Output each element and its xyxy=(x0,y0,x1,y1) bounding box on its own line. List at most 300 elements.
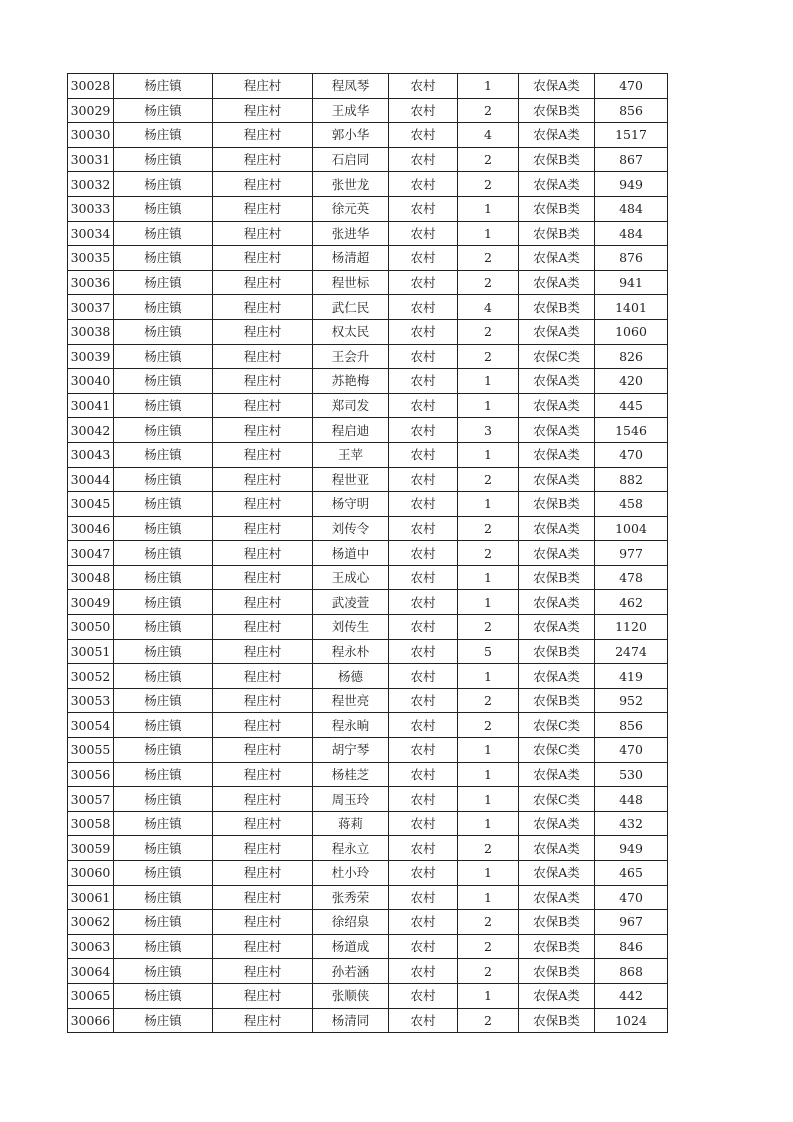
id-cell: 30045 xyxy=(68,492,114,517)
amount-cell: 2474 xyxy=(595,639,668,664)
amount-cell: 967 xyxy=(595,910,668,935)
amount-cell: 419 xyxy=(595,664,668,689)
household-type-cell: 农村 xyxy=(389,713,458,738)
town-cell: 杨庄镇 xyxy=(114,393,213,418)
name-cell: 郭小华 xyxy=(313,123,389,148)
category-cell: 农保A类 xyxy=(519,418,595,443)
village-cell: 程庄村 xyxy=(213,664,313,689)
village-cell: 程庄村 xyxy=(213,369,313,394)
amount-cell: 856 xyxy=(595,713,668,738)
member-count-cell: 1 xyxy=(458,861,519,886)
member-count-cell: 2 xyxy=(458,541,519,566)
member-count-cell: 2 xyxy=(458,98,519,123)
amount-cell: 530 xyxy=(595,762,668,787)
town-cell: 杨庄镇 xyxy=(114,565,213,590)
category-cell: 农保A类 xyxy=(519,664,595,689)
member-count-cell: 5 xyxy=(458,639,519,664)
category-cell: 农保B类 xyxy=(519,492,595,517)
id-cell: 30066 xyxy=(68,1008,114,1033)
id-cell: 30036 xyxy=(68,270,114,295)
name-cell: 程永立 xyxy=(313,836,389,861)
household-type-cell: 农村 xyxy=(389,270,458,295)
amount-cell: 1401 xyxy=(595,295,668,320)
town-cell: 杨庄镇 xyxy=(114,787,213,812)
village-cell: 程庄村 xyxy=(213,885,313,910)
name-cell: 程世亮 xyxy=(313,688,389,713)
table-row xyxy=(68,172,668,197)
id-cell: 30051 xyxy=(68,639,114,664)
town-cell: 杨庄镇 xyxy=(114,246,213,271)
table-row xyxy=(68,541,668,566)
name-cell: 徐元英 xyxy=(313,196,389,221)
amount-cell: 470 xyxy=(595,442,668,467)
table-row xyxy=(68,295,668,320)
id-cell: 30048 xyxy=(68,565,114,590)
village-cell: 程庄村 xyxy=(213,393,313,418)
id-cell: 30050 xyxy=(68,615,114,640)
member-count-cell: 1 xyxy=(458,811,519,836)
category-cell: 农保B类 xyxy=(519,565,595,590)
name-cell: 杜小玲 xyxy=(313,861,389,886)
member-count-cell: 2 xyxy=(458,147,519,172)
category-cell: 农保B类 xyxy=(519,196,595,221)
category-cell: 农保B类 xyxy=(519,688,595,713)
town-cell: 杨庄镇 xyxy=(114,123,213,148)
amount-cell: 876 xyxy=(595,246,668,271)
town-cell: 杨庄镇 xyxy=(114,295,213,320)
name-cell: 王成华 xyxy=(313,98,389,123)
village-cell: 程庄村 xyxy=(213,295,313,320)
town-cell: 杨庄镇 xyxy=(114,836,213,861)
name-cell: 杨德 xyxy=(313,664,389,689)
id-cell: 30060 xyxy=(68,861,114,886)
village-cell: 程庄村 xyxy=(213,1008,313,1033)
member-count-cell: 2 xyxy=(458,910,519,935)
name-cell: 程启迪 xyxy=(313,418,389,443)
amount-cell: 470 xyxy=(595,74,668,99)
village-cell: 程庄村 xyxy=(213,147,313,172)
name-cell: 杨清超 xyxy=(313,246,389,271)
name-cell: 张进华 xyxy=(313,221,389,246)
amount-cell: 867 xyxy=(595,147,668,172)
category-cell: 农保B类 xyxy=(519,639,595,664)
town-cell: 杨庄镇 xyxy=(114,270,213,295)
household-type-cell: 农村 xyxy=(389,319,458,344)
village-cell: 程庄村 xyxy=(213,861,313,886)
amount-cell: 846 xyxy=(595,934,668,959)
category-cell: 农保A类 xyxy=(519,516,595,541)
member-count-cell: 4 xyxy=(458,295,519,320)
amount-cell: 470 xyxy=(595,885,668,910)
household-type-cell: 农村 xyxy=(389,639,458,664)
household-type-cell: 农村 xyxy=(389,196,458,221)
town-cell: 杨庄镇 xyxy=(114,738,213,763)
table-row xyxy=(68,639,668,664)
category-cell: 农保C类 xyxy=(519,713,595,738)
member-count-cell: 1 xyxy=(458,983,519,1008)
id-cell: 30056 xyxy=(68,762,114,787)
category-cell: 农保A类 xyxy=(519,885,595,910)
table-row xyxy=(68,836,668,861)
village-cell: 程庄村 xyxy=(213,492,313,517)
member-count-cell: 1 xyxy=(458,221,519,246)
table-row xyxy=(68,98,668,123)
amount-cell: 462 xyxy=(595,590,668,615)
amount-cell: 465 xyxy=(595,861,668,886)
name-cell: 蒋莉 xyxy=(313,811,389,836)
table-row xyxy=(68,442,668,467)
name-cell: 王会升 xyxy=(313,344,389,369)
town-cell: 杨庄镇 xyxy=(114,590,213,615)
id-cell: 30040 xyxy=(68,369,114,394)
household-type-cell: 农村 xyxy=(389,172,458,197)
amount-cell: 458 xyxy=(595,492,668,517)
town-cell: 杨庄镇 xyxy=(114,369,213,394)
category-cell: 农保A类 xyxy=(519,319,595,344)
table-row xyxy=(68,344,668,369)
category-cell: 农保A类 xyxy=(519,615,595,640)
amount-cell: 445 xyxy=(595,393,668,418)
town-cell: 杨庄镇 xyxy=(114,442,213,467)
id-cell: 30028 xyxy=(68,74,114,99)
amount-cell: 420 xyxy=(595,369,668,394)
household-type-cell: 农村 xyxy=(389,516,458,541)
member-count-cell: 2 xyxy=(458,270,519,295)
table-row xyxy=(68,664,668,689)
household-type-cell: 农村 xyxy=(389,442,458,467)
name-cell: 杨清同 xyxy=(313,1008,389,1033)
table-row xyxy=(68,762,668,787)
name-cell: 程世亚 xyxy=(313,467,389,492)
member-count-cell: 1 xyxy=(458,738,519,763)
member-count-cell: 2 xyxy=(458,713,519,738)
id-cell: 30061 xyxy=(68,885,114,910)
table-row xyxy=(68,393,668,418)
amount-cell: 826 xyxy=(595,344,668,369)
member-count-cell: 3 xyxy=(458,418,519,443)
village-cell: 程庄村 xyxy=(213,688,313,713)
household-type-cell: 农村 xyxy=(389,295,458,320)
id-cell: 30030 xyxy=(68,123,114,148)
id-cell: 30054 xyxy=(68,713,114,738)
town-cell: 杨庄镇 xyxy=(114,615,213,640)
name-cell: 周玉玲 xyxy=(313,787,389,812)
id-cell: 30035 xyxy=(68,246,114,271)
member-count-cell: 2 xyxy=(458,688,519,713)
amount-cell: 856 xyxy=(595,98,668,123)
village-cell: 程庄村 xyxy=(213,246,313,271)
town-cell: 杨庄镇 xyxy=(114,1008,213,1033)
name-cell: 程永朴 xyxy=(313,639,389,664)
amount-cell: 484 xyxy=(595,221,668,246)
town-cell: 杨庄镇 xyxy=(114,934,213,959)
category-cell: 农保B类 xyxy=(519,295,595,320)
table-row xyxy=(68,467,668,492)
table-row xyxy=(68,246,668,271)
id-cell: 30062 xyxy=(68,910,114,935)
household-type-cell: 农村 xyxy=(389,664,458,689)
id-cell: 30053 xyxy=(68,688,114,713)
amount-cell: 448 xyxy=(595,787,668,812)
household-type-cell: 农村 xyxy=(389,98,458,123)
household-type-cell: 农村 xyxy=(389,492,458,517)
household-type-cell: 农村 xyxy=(389,467,458,492)
village-cell: 程庄村 xyxy=(213,615,313,640)
category-cell: 农保A类 xyxy=(519,246,595,271)
id-cell: 30039 xyxy=(68,344,114,369)
village-cell: 程庄村 xyxy=(213,172,313,197)
member-count-cell: 2 xyxy=(458,246,519,271)
household-type-cell: 农村 xyxy=(389,811,458,836)
category-cell: 农保A类 xyxy=(519,836,595,861)
town-cell: 杨庄镇 xyxy=(114,344,213,369)
amount-cell: 1004 xyxy=(595,516,668,541)
table-row xyxy=(68,590,668,615)
id-cell: 30042 xyxy=(68,418,114,443)
category-cell: 农保B类 xyxy=(519,1008,595,1033)
household-type-cell: 农村 xyxy=(389,836,458,861)
village-cell: 程庄村 xyxy=(213,959,313,984)
category-cell: 农保A类 xyxy=(519,983,595,1008)
town-cell: 杨庄镇 xyxy=(114,172,213,197)
table-row xyxy=(68,787,668,812)
amount-cell: 952 xyxy=(595,688,668,713)
village-cell: 程庄村 xyxy=(213,442,313,467)
town-cell: 杨庄镇 xyxy=(114,762,213,787)
id-cell: 30063 xyxy=(68,934,114,959)
name-cell: 王成心 xyxy=(313,565,389,590)
amount-cell: 478 xyxy=(595,565,668,590)
table-row xyxy=(68,516,668,541)
id-cell: 30065 xyxy=(68,983,114,1008)
id-cell: 30041 xyxy=(68,393,114,418)
household-type-cell: 农村 xyxy=(389,688,458,713)
town-cell: 杨庄镇 xyxy=(114,885,213,910)
id-cell: 30046 xyxy=(68,516,114,541)
table-row xyxy=(68,983,668,1008)
name-cell: 徐绍泉 xyxy=(313,910,389,935)
household-type-cell: 农村 xyxy=(389,1008,458,1033)
table-row xyxy=(68,74,668,99)
id-cell: 30043 xyxy=(68,442,114,467)
household-type-cell: 农村 xyxy=(389,762,458,787)
amount-cell: 1024 xyxy=(595,1008,668,1033)
village-cell: 程庄村 xyxy=(213,541,313,566)
category-cell: 农保A类 xyxy=(519,762,595,787)
town-cell: 杨庄镇 xyxy=(114,983,213,1008)
town-cell: 杨庄镇 xyxy=(114,811,213,836)
id-cell: 30033 xyxy=(68,196,114,221)
town-cell: 杨庄镇 xyxy=(114,319,213,344)
amount-cell: 1120 xyxy=(595,615,668,640)
household-type-cell: 农村 xyxy=(389,590,458,615)
id-cell: 30052 xyxy=(68,664,114,689)
village-cell: 程庄村 xyxy=(213,418,313,443)
category-cell: 农保A类 xyxy=(519,541,595,566)
village-cell: 程庄村 xyxy=(213,787,313,812)
id-cell: 30029 xyxy=(68,98,114,123)
table-row xyxy=(68,565,668,590)
category-cell: 农保B类 xyxy=(519,98,595,123)
id-cell: 30038 xyxy=(68,319,114,344)
category-cell: 农保C类 xyxy=(519,344,595,369)
table-row xyxy=(68,959,668,984)
member-count-cell: 1 xyxy=(458,369,519,394)
category-cell: 农保B类 xyxy=(519,959,595,984)
table-row xyxy=(68,885,668,910)
member-count-cell: 1 xyxy=(458,787,519,812)
name-cell: 程凤琴 xyxy=(313,74,389,99)
category-cell: 农保A类 xyxy=(519,270,595,295)
amount-cell: 868 xyxy=(595,959,668,984)
town-cell: 杨庄镇 xyxy=(114,418,213,443)
table-row xyxy=(68,492,668,517)
amount-cell: 484 xyxy=(595,196,668,221)
household-type-cell: 农村 xyxy=(389,934,458,959)
member-count-cell: 2 xyxy=(458,959,519,984)
member-count-cell: 1 xyxy=(458,885,519,910)
table-row xyxy=(68,934,668,959)
id-cell: 30049 xyxy=(68,590,114,615)
table-row xyxy=(68,811,668,836)
member-count-cell: 2 xyxy=(458,516,519,541)
member-count-cell: 2 xyxy=(458,172,519,197)
member-count-cell: 2 xyxy=(458,1008,519,1033)
town-cell: 杨庄镇 xyxy=(114,861,213,886)
household-type-cell: 农村 xyxy=(389,369,458,394)
town-cell: 杨庄镇 xyxy=(114,147,213,172)
household-type-cell: 农村 xyxy=(389,123,458,148)
amount-cell: 1546 xyxy=(595,418,668,443)
household-type-cell: 农村 xyxy=(389,615,458,640)
name-cell: 杨道中 xyxy=(313,541,389,566)
name-cell: 王苹 xyxy=(313,442,389,467)
household-type-cell: 农村 xyxy=(389,787,458,812)
household-type-cell: 农村 xyxy=(389,565,458,590)
household-type-cell: 农村 xyxy=(389,983,458,1008)
town-cell: 杨庄镇 xyxy=(114,688,213,713)
category-cell: 农保A类 xyxy=(519,172,595,197)
name-cell: 张顺侠 xyxy=(313,983,389,1008)
name-cell: 孙若涵 xyxy=(313,959,389,984)
member-count-cell: 1 xyxy=(458,664,519,689)
member-count-cell: 2 xyxy=(458,467,519,492)
town-cell: 杨庄镇 xyxy=(114,910,213,935)
id-cell: 30055 xyxy=(68,738,114,763)
name-cell: 刘传生 xyxy=(313,615,389,640)
id-cell: 30057 xyxy=(68,787,114,812)
name-cell: 杨守明 xyxy=(313,492,389,517)
member-count-cell: 1 xyxy=(458,590,519,615)
village-cell: 程庄村 xyxy=(213,565,313,590)
household-type-cell: 农村 xyxy=(389,738,458,763)
name-cell: 郑司发 xyxy=(313,393,389,418)
name-cell: 苏艳梅 xyxy=(313,369,389,394)
table-body xyxy=(68,74,668,1033)
name-cell: 张秀荣 xyxy=(313,885,389,910)
name-cell: 程世标 xyxy=(313,270,389,295)
village-cell: 程庄村 xyxy=(213,983,313,1008)
id-cell: 30032 xyxy=(68,172,114,197)
household-type-cell: 农村 xyxy=(389,147,458,172)
village-cell: 程庄村 xyxy=(213,738,313,763)
member-count-cell: 1 xyxy=(458,492,519,517)
household-type-cell: 农村 xyxy=(389,418,458,443)
village-cell: 程庄村 xyxy=(213,123,313,148)
town-cell: 杨庄镇 xyxy=(114,492,213,517)
amount-cell: 1060 xyxy=(595,319,668,344)
town-cell: 杨庄镇 xyxy=(114,639,213,664)
member-count-cell: 1 xyxy=(458,196,519,221)
village-cell: 程庄村 xyxy=(213,270,313,295)
household-type-cell: 农村 xyxy=(389,393,458,418)
table-row xyxy=(68,221,668,246)
table-row xyxy=(68,319,668,344)
table-row xyxy=(68,418,668,443)
household-type-cell: 农村 xyxy=(389,861,458,886)
village-cell: 程庄村 xyxy=(213,196,313,221)
village-cell: 程庄村 xyxy=(213,811,313,836)
category-cell: 农保A类 xyxy=(519,861,595,886)
household-type-cell: 农村 xyxy=(389,885,458,910)
member-count-cell: 2 xyxy=(458,836,519,861)
name-cell: 石启同 xyxy=(313,147,389,172)
id-cell: 30059 xyxy=(68,836,114,861)
table-row xyxy=(68,861,668,886)
town-cell: 杨庄镇 xyxy=(114,98,213,123)
member-count-cell: 2 xyxy=(458,934,519,959)
town-cell: 杨庄镇 xyxy=(114,467,213,492)
town-cell: 杨庄镇 xyxy=(114,541,213,566)
village-cell: 程庄村 xyxy=(213,836,313,861)
village-cell: 程庄村 xyxy=(213,74,313,99)
town-cell: 杨庄镇 xyxy=(114,221,213,246)
name-cell: 杨桂芝 xyxy=(313,762,389,787)
id-cell: 30037 xyxy=(68,295,114,320)
town-cell: 杨庄镇 xyxy=(114,959,213,984)
village-cell: 程庄村 xyxy=(213,910,313,935)
category-cell: 农保A类 xyxy=(519,467,595,492)
name-cell: 武仁民 xyxy=(313,295,389,320)
id-cell: 30064 xyxy=(68,959,114,984)
category-cell: 农保A类 xyxy=(519,123,595,148)
id-cell: 30047 xyxy=(68,541,114,566)
category-cell: 农保A类 xyxy=(519,393,595,418)
table-row xyxy=(68,1008,668,1033)
id-cell: 30044 xyxy=(68,467,114,492)
village-cell: 程庄村 xyxy=(213,344,313,369)
town-cell: 杨庄镇 xyxy=(114,196,213,221)
town-cell: 杨庄镇 xyxy=(114,516,213,541)
household-type-cell: 农村 xyxy=(389,221,458,246)
category-cell: 农保A类 xyxy=(519,590,595,615)
amount-cell: 949 xyxy=(595,836,668,861)
village-cell: 程庄村 xyxy=(213,319,313,344)
table-row xyxy=(68,270,668,295)
household-type-cell: 农村 xyxy=(389,959,458,984)
table-row xyxy=(68,615,668,640)
household-type-cell: 农村 xyxy=(389,246,458,271)
amount-cell: 432 xyxy=(595,811,668,836)
village-cell: 程庄村 xyxy=(213,516,313,541)
town-cell: 杨庄镇 xyxy=(114,664,213,689)
household-type-cell: 农村 xyxy=(389,344,458,369)
beneficiary-table xyxy=(67,73,668,1033)
id-cell: 30031 xyxy=(68,147,114,172)
member-count-cell: 4 xyxy=(458,123,519,148)
table-row xyxy=(68,713,668,738)
name-cell: 张世龙 xyxy=(313,172,389,197)
